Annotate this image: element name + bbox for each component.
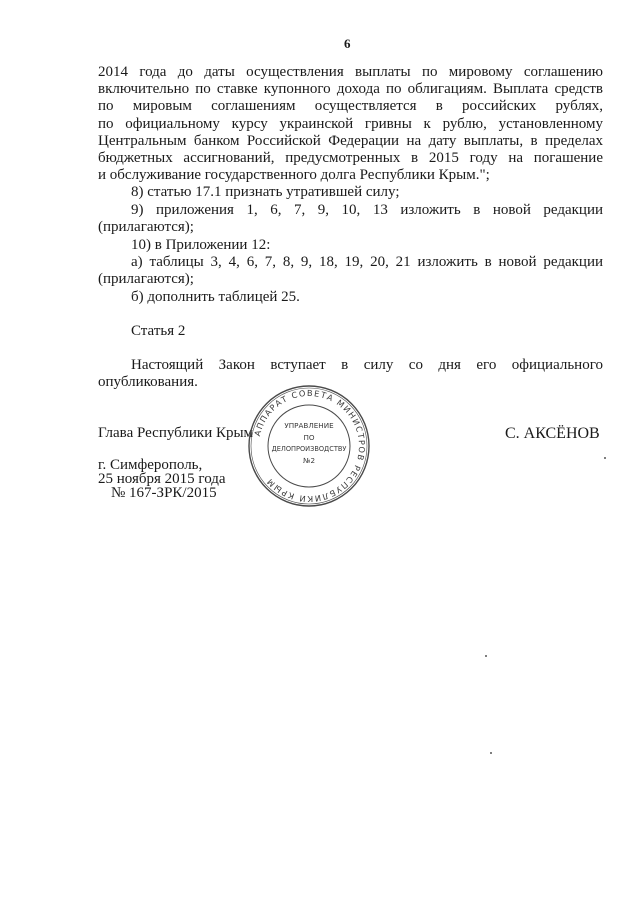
- page-number: 6: [344, 36, 351, 51]
- paragraph-line: по официальному курсу украинской гривны к рублю, установленному: [98, 115, 603, 132]
- stamp-seal-icon: [246, 383, 372, 509]
- paragraph-line: 2014 года до даты осуществления выплаты по мировому соглашению: [98, 64, 603, 80]
- paragraph-line: Центральным банком Российской Федерации на дату выплаты, в пределах: [98, 132, 603, 149]
- scan-speck: [604, 457, 606, 459]
- scan-speck: [490, 752, 492, 754]
- list-item-10: 10) в Приложении 12:: [131, 237, 271, 253]
- stamp-line-1: УПРАВЛЕНИЕ: [284, 421, 334, 430]
- signatory-name: С. АКСЁНОВ: [505, 425, 600, 442]
- article-text: Настоящий Закон вступает в силу со дня его официального: [131, 357, 603, 373]
- list-item-8: 8) статью 17.1 признать утратившей силу;: [131, 184, 400, 200]
- list-item-10b: б) дополнить таблицей 25.: [131, 289, 300, 305]
- paragraph-line: бюджетных ассигнований, предусмотренных в 2015 году на погашение: [98, 150, 603, 167]
- signatory-title: Глава Республики Крым: [98, 425, 254, 441]
- stamp-line-4: №2: [302, 456, 316, 465]
- list-item-10a-continuation: (прилагаются);: [98, 271, 194, 287]
- signing-date: 25 ноября 2015 года: [98, 471, 226, 487]
- list-item-9: 9) приложения 1, 6, 7, 9, 10, 13 изложить в новой редакции: [131, 202, 603, 218]
- stamp-line-2: ПО: [303, 433, 315, 442]
- paragraph-line: по мировым соглашениям осуществляется в российских рублях,: [98, 98, 603, 115]
- law-number: № 167-ЗРК/2015: [111, 485, 217, 501]
- continuation-paragraph: [98, 64, 603, 184]
- stamp-outer-text: АППАРАТ СОВЕТА МИНИСТРОВ РЕСПУБЛИКИ КРЫМ: [252, 387, 368, 505]
- list-item-9-continuation: (прилагаются);: [98, 219, 194, 235]
- official-stamp: [246, 383, 372, 509]
- place-of-signing: г. Симферополь,: [98, 457, 203, 473]
- article-text-continuation: опубликования.: [98, 374, 198, 390]
- scan-speck: [485, 655, 487, 657]
- paragraph-line: и обслуживание государственного долга Республики Крым.";: [98, 167, 490, 184]
- stamp-line-3: ДЕЛОПРОИЗВОДСТВУ: [271, 445, 347, 453]
- paragraph-line: включительно по ставке купонного дохода по облигациям. Выплата средств: [98, 81, 603, 98]
- list-item-10a: а) таблицы 3, 4, 6, 7, 8, 9, 18, 19, 20, 21 изложить в новой редакции: [131, 254, 603, 270]
- article-heading: Статья 2: [131, 323, 186, 339]
